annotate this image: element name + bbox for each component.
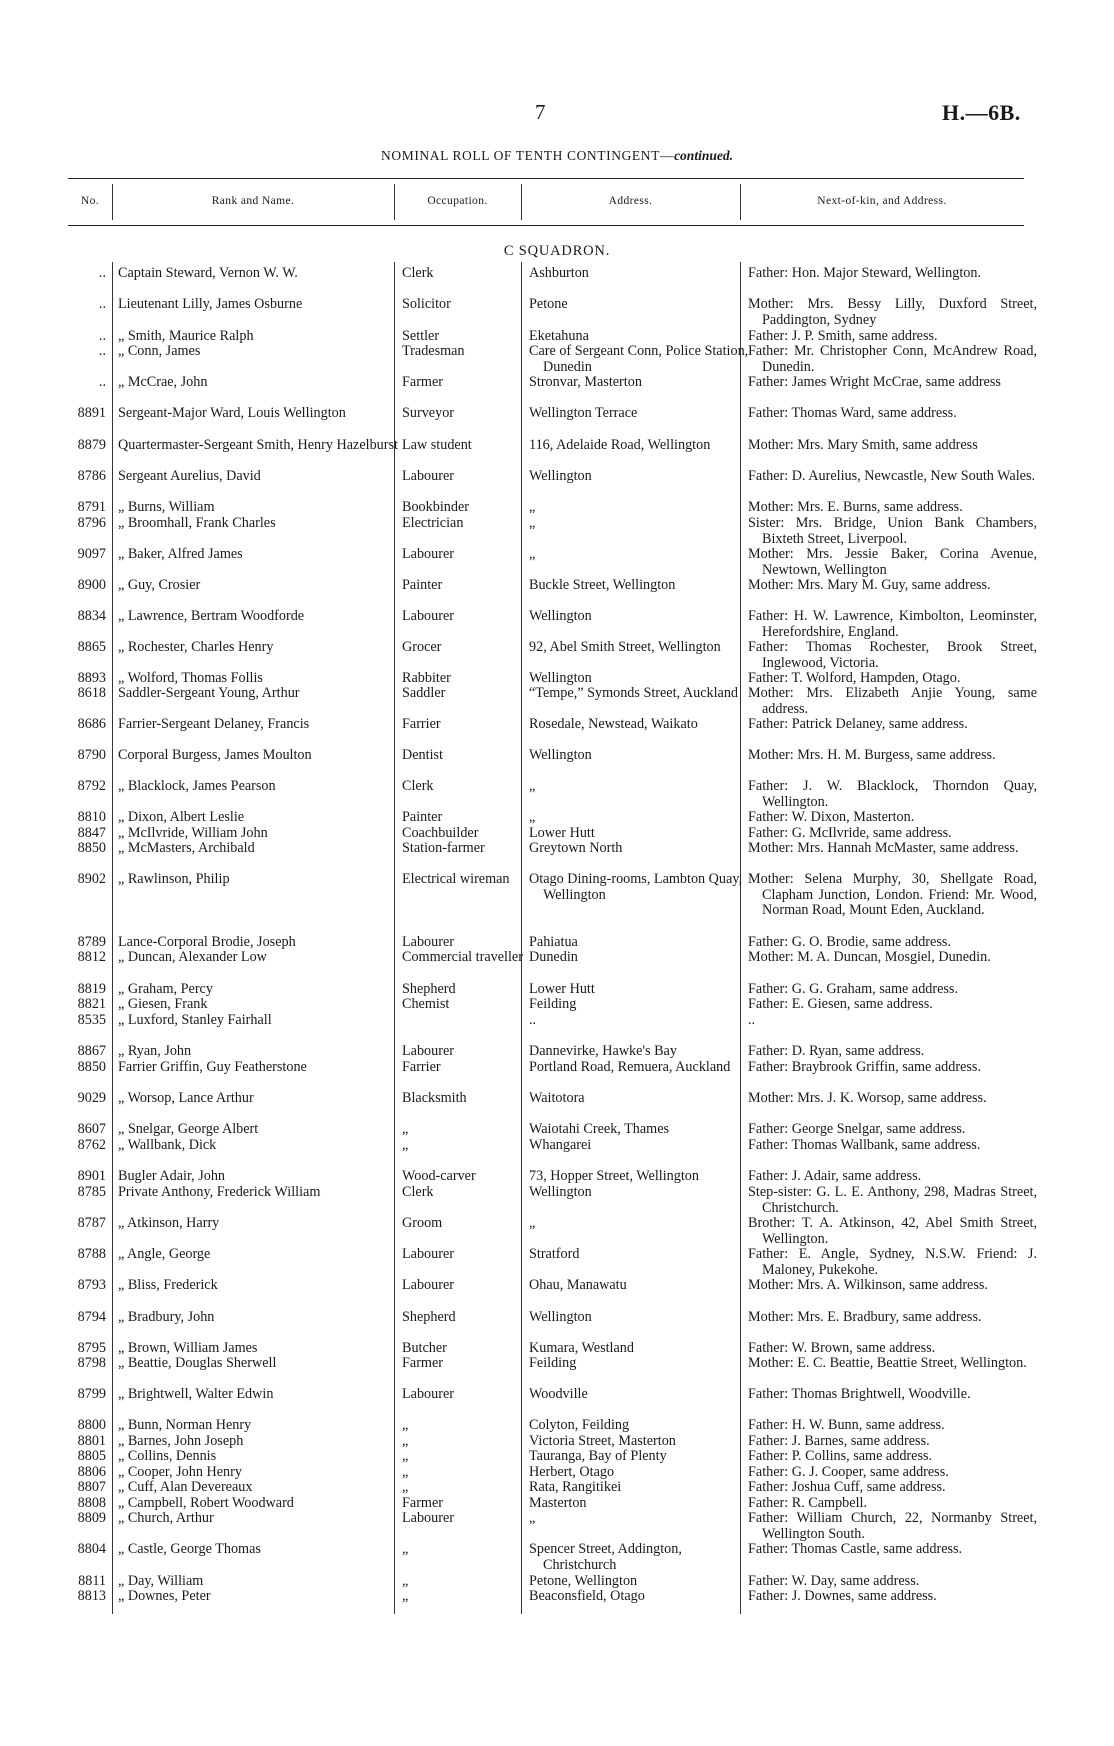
- address-cell: „: [529, 778, 536, 794]
- next-of-kin-cell: Father: G. J. Cooper, same address.: [748, 1464, 949, 1480]
- roll-number-cell: 8786: [77, 468, 106, 484]
- address-cell: Lower Hutt: [529, 825, 595, 841]
- next-of-kin-cell: Father: H. W. Bunn, same address.: [748, 1417, 945, 1433]
- rank-and-name-cell: Bugler Adair, John: [118, 1168, 226, 1184]
- roll-number-cell: 8762: [77, 1137, 106, 1153]
- rank-and-name-cell: „ Rawlinson, Philip: [118, 871, 230, 887]
- roll-number-cell: 8805: [77, 1448, 106, 1464]
- occupation-cell: Painter: [402, 577, 443, 593]
- next-of-kin-cell: Father: Patrick Delaney, same address.: [748, 716, 968, 732]
- roll-number-cell: 8796: [77, 515, 106, 531]
- column-divider: [112, 262, 113, 1614]
- occupation-cell: Labourer: [402, 934, 454, 950]
- next-of-kin-cell: Mother: Mrs. Mary Smith, same address: [748, 437, 978, 453]
- occupation-cell: „: [402, 1137, 409, 1153]
- document-code: H.—6B.: [942, 100, 1021, 125]
- rank-and-name-cell: „ Giesen, Frank: [118, 996, 208, 1012]
- address-cell: Wellington: [529, 747, 592, 763]
- rank-and-name-cell: „ Cooper, John Henry: [118, 1464, 242, 1480]
- rank-and-name-cell: „ Dixon, Albert Leslie: [118, 809, 245, 825]
- next-of-kin-cell: Father: J. Downes, same address.: [748, 1588, 937, 1604]
- occupation-cell: „: [402, 1588, 409, 1604]
- next-of-kin-cell: Mother: Mrs. E. Bradbury, same address.: [748, 1309, 982, 1325]
- address-cell: Stronvar, Masterton: [529, 374, 642, 390]
- address-cell: Wellington Terrace: [529, 405, 638, 421]
- rank-and-name-cell: „ Bliss, Frederick: [118, 1277, 218, 1293]
- occupation-cell: Electrical wireman: [402, 871, 510, 887]
- roll-number-cell: 8791: [77, 499, 106, 515]
- occupation-cell: Wood-carver: [402, 1168, 476, 1184]
- rank-and-name-cell: „ Bradbury, John: [118, 1309, 215, 1325]
- rank-and-name-cell: „ Barnes, John Joseph: [118, 1433, 244, 1449]
- address-cell: Wellington: [529, 1309, 592, 1325]
- next-of-kin-cell: Father: J. P. Smith, same address.: [748, 328, 938, 344]
- address-cell: „: [529, 546, 536, 562]
- rank-and-name-cell: „ Snelgar, George Albert: [118, 1121, 259, 1137]
- rank-and-name-cell: Quartermaster-Sergeant Smith, Henry Hazelburst: [118, 437, 398, 453]
- next-of-kin-cell: Father: G. O. Brodie, same address.: [748, 934, 951, 950]
- address-cell: Wellington: [529, 468, 592, 484]
- next-of-kin-cell: Father: W. Brown, same address.: [748, 1340, 936, 1356]
- roll-number-cell: 8834: [77, 608, 106, 624]
- next-of-kin-cell: Father: Braybrook Griffin, same address.: [748, 1059, 981, 1075]
- next-of-kin-cell: Father: R. Campbell.: [748, 1495, 868, 1511]
- roll-number-cell: 8891: [77, 405, 106, 421]
- roll-number-cell: 8794: [77, 1309, 106, 1325]
- rank-and-name-cell: „ Wallbank, Dick: [118, 1137, 217, 1153]
- roll-number-cell: 8607: [77, 1121, 106, 1137]
- roll-number-cell: 8801: [77, 1433, 106, 1449]
- next-of-kin-cell: Mother: Mrs. J. K. Worsop, same address.: [748, 1090, 987, 1106]
- occupation-cell: Dentist: [402, 747, 443, 763]
- address-cell: „: [529, 1510, 536, 1526]
- roll-number-cell: 8811: [78, 1573, 106, 1589]
- occupation-cell: Farmer: [402, 1495, 443, 1511]
- roll-number-cell: 8819: [77, 981, 106, 997]
- occupation-cell: Clerk: [402, 778, 434, 794]
- rank-and-name-cell: „ Broomhall, Frank Charles: [118, 515, 276, 531]
- rank-and-name-cell: „ McCrae, John: [118, 374, 208, 390]
- next-of-kin-cell: Father: Thomas Rochester, Brook Street, Inglewood, Victoria.: [748, 639, 1037, 671]
- rank-and-name-cell: „ Burns, William: [118, 499, 215, 515]
- occupation-cell: Settler: [402, 328, 440, 344]
- occupation-cell: Surveyor: [402, 405, 455, 421]
- roll-number-cell: 8812: [77, 949, 106, 965]
- rank-and-name-cell: „ Church, Arthur: [118, 1510, 214, 1526]
- address-cell: Rosedale, Newstead, Waikato: [529, 716, 698, 732]
- roll-number-cell: 8821: [77, 996, 106, 1012]
- occupation-cell: Solicitor: [402, 296, 451, 312]
- roll-number-cell: 9029: [77, 1090, 106, 1106]
- next-of-kin-cell: Father: Thomas Ward, same address.: [748, 405, 957, 421]
- address-cell: Whangarei: [529, 1137, 592, 1153]
- rank-and-name-cell: „ Cuff, Alan Devereaux: [118, 1479, 253, 1495]
- next-of-kin-cell: Step-sister: G. L. E. Anthony, 298, Madras Street, Christchurch.: [748, 1184, 1037, 1216]
- address-cell: Pahiatua: [529, 934, 578, 950]
- roll-number-cell: ..: [98, 296, 106, 312]
- address-cell: ..: [529, 1012, 537, 1028]
- occupation-cell: Groom: [402, 1215, 443, 1231]
- roll-number-cell: 8893: [77, 670, 106, 686]
- rank-and-name-cell: „ Brightwell, Walter Edwin: [118, 1386, 274, 1402]
- rank-and-name-cell: „ Conn, James: [118, 343, 201, 359]
- address-cell: Wellington: [529, 608, 592, 624]
- rank-and-name-cell: „ Angle, George: [118, 1246, 211, 1262]
- column-header-rank: Rank and Name.: [211, 195, 295, 207]
- roll-number-cell: 8806: [77, 1464, 106, 1480]
- address-cell: Stratford: [529, 1246, 580, 1262]
- roll-number-cell: 8686: [77, 716, 106, 732]
- next-of-kin-cell: Father: D. Ryan, same address.: [748, 1043, 925, 1059]
- roll-number-cell: 8902: [77, 871, 106, 887]
- section-heading: C SQUADRON.: [503, 243, 611, 259]
- occupation-cell: Painter: [402, 809, 443, 825]
- roll-number-cell: 8798: [77, 1355, 106, 1371]
- next-of-kin-cell: Mother: E. C. Beattie, Beattie Street, Wellington.: [748, 1355, 1027, 1371]
- address-cell: Kumara, Westland: [529, 1340, 634, 1356]
- address-cell: 73, Hopper Street, Wellington: [529, 1168, 699, 1184]
- next-of-kin-cell: Father: Hon. Major Steward, Wellington.: [748, 265, 982, 281]
- rank-and-name-cell: „ Smith, Maurice Ralph: [118, 328, 254, 344]
- rank-and-name-cell: „ Baker, Alfred James: [118, 546, 243, 562]
- next-of-kin-cell: Father: George Snelgar, same address.: [748, 1121, 966, 1137]
- rank-and-name-cell: „ Duncan, Alexander Low: [118, 949, 267, 965]
- occupation-cell: „: [402, 1433, 409, 1449]
- occupation-cell: Shepherd: [402, 1309, 456, 1325]
- header-rule-bottom: [68, 225, 1024, 226]
- occupation-cell: Commercial traveller: [402, 949, 523, 965]
- rank-and-name-cell: „ Luxford, Stanley Fairhall: [118, 1012, 272, 1028]
- column-header-address: Address.: [608, 195, 653, 207]
- next-of-kin-cell: Father: J. Barnes, same address.: [748, 1433, 930, 1449]
- occupation-cell: Clerk: [402, 1184, 434, 1200]
- address-cell: Otago Dining-rooms, Lambton Quay, Wellington: [529, 871, 743, 903]
- address-cell: Care of Sergeant Conn, Police Station, Dunedin: [529, 343, 749, 375]
- occupation-cell: Labourer: [402, 1510, 454, 1526]
- next-of-kin-cell: Father: James Wright McCrae, same address: [748, 374, 1001, 390]
- rank-and-name-cell: Farrier-Sergeant Delaney, Francis: [118, 716, 310, 732]
- occupation-cell: Saddler: [402, 685, 446, 701]
- next-of-kin-cell: Father: T. Wolford, Hampden, Otago.: [748, 670, 961, 686]
- roll-number-cell: 8618: [77, 685, 106, 701]
- occupation-cell: Labourer: [402, 1277, 454, 1293]
- rank-and-name-cell: Lance-Corporal Brodie, Joseph: [118, 934, 296, 950]
- occupation-cell: Rabbiter: [402, 670, 451, 686]
- next-of-kin-cell: ..: [748, 1012, 756, 1028]
- next-of-kin-cell: Father: G. McIlvride, same address.: [748, 825, 952, 841]
- column-divider: [394, 184, 395, 220]
- occupation-cell: Labourer: [402, 1043, 454, 1059]
- roll-number-cell: 8809: [77, 1510, 106, 1526]
- roll-number-cell: 8790: [77, 747, 106, 763]
- occupation-cell: Labourer: [402, 608, 454, 624]
- rank-and-name-cell: Private Anthony, Frederick William: [118, 1184, 321, 1200]
- address-cell: „: [529, 499, 536, 515]
- roll-number-cell: 8799: [77, 1386, 106, 1402]
- rank-and-name-cell: „ Castle, George Thomas: [118, 1541, 261, 1557]
- column-header-no: No.: [80, 195, 100, 207]
- column-divider: [740, 184, 741, 220]
- address-cell: Petone: [529, 296, 568, 312]
- roll-number-cell: 8793: [77, 1277, 106, 1293]
- next-of-kin-cell: Mother: Selena Murphy, 30, Shellgate Road, Clapham Junction, London. Friend: Mr. Wood, Norman Road, Mount Eden, Auckland.: [748, 871, 1037, 918]
- rank-and-name-cell: „ Bunn, Norman Henry: [118, 1417, 252, 1433]
- roll-number-cell: 8850: [77, 840, 106, 856]
- occupation-cell: Chemist: [402, 996, 450, 1012]
- rank-and-name-cell: „ Graham, Percy: [118, 981, 213, 997]
- roll-number-cell: 8850: [77, 1059, 106, 1075]
- occupation-cell: „: [402, 1573, 409, 1589]
- next-of-kin-cell: Mother: Mrs. H. M. Burgess, same address.: [748, 747, 996, 763]
- roll-number-cell: 8807: [77, 1479, 106, 1495]
- address-cell: Lower Hutt: [529, 981, 595, 997]
- roll-number-cell: 8535: [77, 1012, 106, 1028]
- roll-number-cell: ..: [98, 374, 106, 390]
- rank-and-name-cell: „ Wolford, Thomas Follis: [118, 670, 263, 686]
- occupation-cell: Labourer: [402, 546, 454, 562]
- address-cell: Eketahuna: [529, 328, 589, 344]
- next-of-kin-cell: Father: E. Angle, Sydney, N.S.W. Friend: J. Maloney, Pukekohe.: [748, 1246, 1037, 1278]
- rank-and-name-cell: „ Day, William: [118, 1573, 204, 1589]
- roll-title: [0, 148, 1114, 164]
- next-of-kin-cell: Mother: Mrs. E. Burns, same address.: [748, 499, 963, 515]
- address-cell: Spencer Street, Addington, Christchurch: [529, 1541, 682, 1573]
- address-cell: Buckle Street, Wellington: [529, 577, 676, 593]
- next-of-kin-cell: Father: Thomas Brightwell, Woodville.: [748, 1386, 971, 1402]
- next-of-kin-cell: Father: J. Adair, same address.: [748, 1168, 922, 1184]
- roll-number-cell: 8795: [77, 1340, 106, 1356]
- next-of-kin-cell: Father: William Church, 22, Normanby Street, Wellington South.: [748, 1510, 1037, 1542]
- address-cell: „: [529, 515, 536, 531]
- rank-and-name-cell: Sergeant-Major Ward, Louis Wellington: [118, 405, 346, 421]
- rank-and-name-cell: „ Lawrence, Bertram Woodforde: [118, 608, 305, 624]
- address-cell: Victoria Street, Masterton: [529, 1433, 676, 1449]
- address-cell: „: [529, 809, 536, 825]
- roll-number-cell: 8785: [77, 1184, 106, 1200]
- roll-number-cell: ..: [98, 328, 106, 344]
- address-cell: Colyton, Feilding: [529, 1417, 630, 1433]
- address-cell: Masterton: [529, 1495, 587, 1511]
- rank-and-name-cell: Saddler-Sergeant Young, Arthur: [118, 685, 300, 701]
- occupation-cell: „: [402, 1417, 409, 1433]
- occupation-cell: Labourer: [402, 1246, 454, 1262]
- roll-title-main: NOMINAL ROLL OF TENTH CONTINGENT—: [381, 148, 675, 163]
- occupation-cell: Station-farmer: [402, 840, 485, 856]
- rank-and-name-cell: Captain Steward, Vernon W. W.: [118, 265, 298, 281]
- address-cell: „: [529, 1215, 536, 1231]
- rank-and-name-cell: „ Ryan, John: [118, 1043, 192, 1059]
- occupation-cell: Bookbinder: [402, 499, 469, 515]
- occupation-cell: „: [402, 1121, 409, 1137]
- occupation-cell: „: [402, 1448, 409, 1464]
- occupation-cell: Farrier: [402, 716, 441, 732]
- next-of-kin-cell: Father: P. Collins, same address.: [748, 1448, 933, 1464]
- header-rule-top: [68, 178, 1024, 179]
- next-of-kin-cell: Father: Thomas Castle, same address.: [748, 1541, 963, 1557]
- roll-number-cell: 8867: [77, 1043, 106, 1059]
- rank-and-name-cell: „ Guy, Crosier: [118, 577, 201, 593]
- next-of-kin-cell: Father: W. Dixon, Masterton.: [748, 809, 915, 825]
- column-header-next-of-kin: Next-of-kin, and Address.: [817, 195, 947, 207]
- rank-and-name-cell: „ Rochester, Charles Henry: [118, 639, 274, 655]
- address-cell: Wellington: [529, 1184, 592, 1200]
- rank-and-name-cell: „ Blacklock, James Pearson: [118, 778, 276, 794]
- occupation-cell: Farmer: [402, 1355, 443, 1371]
- next-of-kin-cell: Mother: M. A. Duncan, Mosgiel, Dunedin.: [748, 949, 991, 965]
- roll-number-cell: 8789: [77, 934, 106, 950]
- occupation-cell: Blacksmith: [402, 1090, 467, 1106]
- address-cell: Portland Road, Remuera, Auckland: [529, 1059, 731, 1075]
- column-divider: [521, 184, 522, 220]
- next-of-kin-cell: Mother: Mrs. Bessy Lilly, Duxford Street, Paddington, Sydney: [748, 296, 1037, 328]
- next-of-kin-cell: Father: E. Giesen, same address.: [748, 996, 933, 1012]
- roll-number-cell: 8808: [77, 1495, 106, 1511]
- occupation-cell: Shepherd: [402, 981, 456, 997]
- rank-and-name-cell: „ Worsop, Lance Arthur: [118, 1090, 254, 1106]
- roll-number-cell: 8865: [77, 639, 106, 655]
- address-cell: 116, Adelaide Road, Wellington: [529, 437, 711, 453]
- next-of-kin-cell: Father: D. Aurelius, Newcastle, New South Wales.: [748, 468, 1036, 484]
- occupation-cell: Coachbuilder: [402, 825, 479, 841]
- address-cell: Rata, Rangitikei: [529, 1479, 622, 1495]
- column-header-occupation: Occupation.: [427, 195, 488, 207]
- address-cell: Dannevirke, Hawke's Bay: [529, 1043, 677, 1059]
- occupation-cell: Tradesman: [402, 343, 465, 359]
- address-cell: Dunedin: [529, 949, 578, 965]
- occupation-cell: Butcher: [402, 1340, 447, 1356]
- rank-and-name-cell: „ McMasters, Archibald: [118, 840, 255, 856]
- next-of-kin-cell: Mother: Mrs. Mary M. Guy, same address.: [748, 577, 991, 593]
- column-divider: [112, 184, 113, 220]
- roll-number-cell: 8847: [77, 825, 106, 841]
- roll-number-cell: 8879: [77, 437, 106, 453]
- occupation-cell: Labourer: [402, 1386, 454, 1402]
- occupation-cell: Electrician: [402, 515, 464, 531]
- next-of-kin-cell: Father: J. W. Blacklock, Thorndon Quay, Wellington.: [748, 778, 1037, 810]
- roll-number-cell: 8792: [77, 778, 106, 794]
- next-of-kin-cell: Brother: T. A. Atkinson, 42, Abel Smith Street, Wellington.: [748, 1215, 1037, 1247]
- rank-and-name-cell: Farrier Griffin, Guy Featherstone: [118, 1059, 307, 1075]
- address-cell: Woodville: [529, 1386, 588, 1402]
- address-cell: Waiotahi Creek, Thames: [529, 1121, 670, 1137]
- roll-number-cell: 8787: [77, 1215, 106, 1231]
- occupation-cell: „: [402, 1541, 409, 1557]
- roll-number-cell: 8900: [77, 577, 106, 593]
- roll-number-cell: 9097: [77, 546, 106, 562]
- next-of-kin-cell: Mother: Mrs. Hannah McMaster, same address.: [748, 840, 1019, 856]
- roll-number-cell: 8788: [77, 1246, 106, 1262]
- address-cell: Herbert, Otago: [529, 1464, 615, 1480]
- roll-number-cell: 8813: [77, 1588, 106, 1604]
- address-cell: 92, Abel Smith Street, Wellington: [529, 639, 721, 655]
- next-of-kin-cell: Father: G. G. Graham, same address.: [748, 981, 958, 997]
- rank-and-name-cell: „ Collins, Dennis: [118, 1448, 217, 1464]
- rank-and-name-cell: „ Downes, Peter: [118, 1588, 211, 1604]
- next-of-kin-cell: Father: Thomas Wallbank, same address.: [748, 1137, 981, 1153]
- next-of-kin-cell: Father: H. W. Lawrence, Kimbolton, Leominster, Herefordshire, England.: [748, 608, 1037, 640]
- roll-number-cell: 8800: [77, 1417, 106, 1433]
- rank-and-name-cell: „ Atkinson, Harry: [118, 1215, 220, 1231]
- rank-and-name-cell: „ McIlvride, William John: [118, 825, 268, 841]
- next-of-kin-cell: Father: Joshua Cuff, same address.: [748, 1479, 946, 1495]
- roll-title-continued: continued.: [674, 148, 733, 163]
- rank-and-name-cell: Lieutenant Lilly, James Osburne: [118, 296, 303, 312]
- occupation-cell: Grocer: [402, 639, 442, 655]
- address-cell: Tauranga, Bay of Plenty: [529, 1448, 667, 1464]
- roll-number-cell: ..: [98, 343, 106, 359]
- address-cell: Wellington: [529, 670, 592, 686]
- page-number: 7: [535, 100, 546, 124]
- occupation-cell: „: [402, 1464, 409, 1480]
- address-cell: Feilding: [529, 1355, 577, 1371]
- address-cell: “Tempe,” Symonds Street, Auckland: [529, 685, 739, 701]
- address-cell: Ashburton: [529, 265, 589, 281]
- roll-number-cell: 8901: [77, 1168, 106, 1184]
- rank-and-name-cell: „ Brown, William James: [118, 1340, 258, 1356]
- rank-and-name-cell: „ Beattie, Douglas Sherwell: [118, 1355, 277, 1371]
- address-cell: Ohau, Manawatu: [529, 1277, 627, 1293]
- occupation-cell: Law student: [402, 437, 472, 453]
- address-cell: Feilding: [529, 996, 577, 1012]
- roll-number-cell: ..: [98, 265, 106, 281]
- rank-and-name-cell: Corporal Burgess, James Moulton: [118, 747, 312, 763]
- address-cell: Petone, Wellington: [529, 1573, 638, 1589]
- roll-number-cell: 8810: [77, 809, 106, 825]
- next-of-kin-cell: Father: W. Day, same address.: [748, 1573, 920, 1589]
- occupation-cell: „: [402, 1479, 409, 1495]
- next-of-kin-cell: Mother: Mrs. A. Wilkinson, same address.: [748, 1277, 988, 1293]
- next-of-kin-cell: Mother: Mrs. Jessie Baker, Corina Avenue, Newtown, Wellington: [748, 546, 1037, 578]
- address-cell: Beaconsfield, Otago: [529, 1588, 645, 1604]
- next-of-kin-cell: Sister: Mrs. Bridge, Union Bank Chambers, Bixteth Street, Liverpool.: [748, 515, 1037, 547]
- occupation-cell: Labourer: [402, 468, 454, 484]
- rank-and-name-cell: „ Campbell, Robert Woodward: [118, 1495, 294, 1511]
- next-of-kin-cell: Father: Mr. Christopher Conn, McAndrew Road, Dunedin.: [748, 343, 1037, 375]
- rank-and-name-cell: Sergeant Aurelius, David: [118, 468, 261, 484]
- address-cell: Waitotora: [529, 1090, 585, 1106]
- roll-number-cell: 8804: [77, 1541, 106, 1557]
- occupation-cell: Farrier: [402, 1059, 441, 1075]
- occupation-cell: Clerk: [402, 265, 434, 281]
- next-of-kin-cell: Mother: Mrs. Elizabeth Anjie Young, same address.: [748, 685, 1037, 717]
- address-cell: Greytown North: [529, 840, 623, 856]
- occupation-cell: Farmer: [402, 374, 443, 390]
